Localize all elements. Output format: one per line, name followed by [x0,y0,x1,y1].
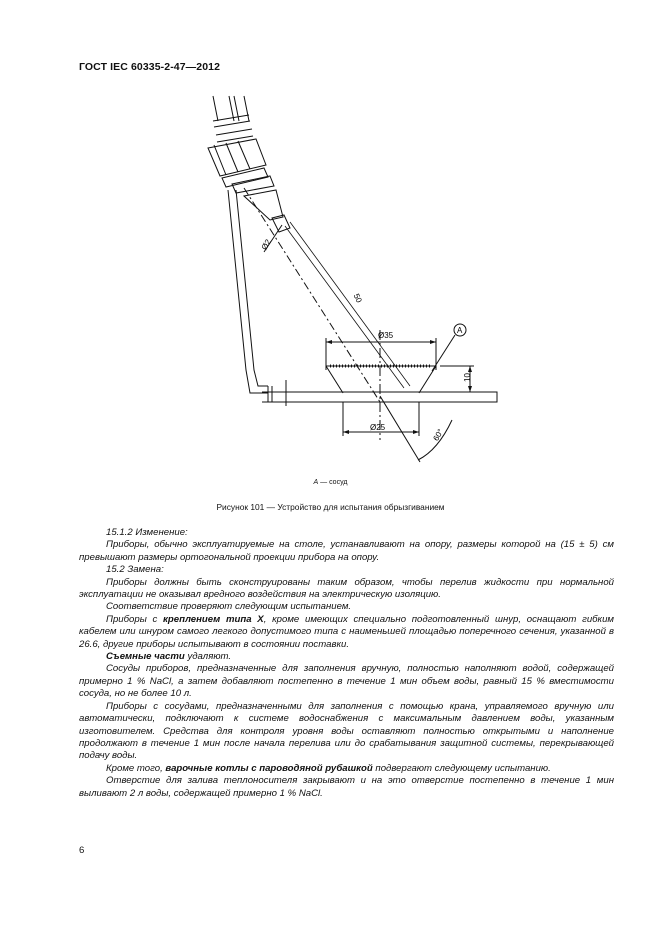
dim-diameter-35: Ø35 [378,331,394,340]
paragraph: Сосуды приборов, предназначенные для заполнения вручную, полностью наполняют водой, содержащей примерно 1 % NaCl, а затем добавляют постепенно в течение 1 мин объем воды, равный 15 % вместимости сосуда, но не более 10 л. [79,663,614,700]
dim-diameter-25: Ø25 [370,423,386,432]
term-jacketed-boilers: варочные котлы с пароводяной рубашкой [165,762,373,774]
legend-text: — сосуд [318,479,348,486]
text-run: Приборы с [106,613,164,625]
dim-angle-60: 60° [431,427,446,443]
paragraph: Приборы, обычно эксплуатируемые на столе, устанавливают на опору, размеры которой на (15 ± 5) см превышают размеры ортогональной проекции прибора на опору. [79,539,614,563]
dim-length-50: 50 [351,292,364,305]
paragraph: Приборы должны быть сконструированы таким образом, чтобы перелив жидкости при нормальной эксплуатации не оказывал вредного воздействия на электрическую изоляцию. [79,576,614,601]
body-text [79,527,614,800]
paragraph [79,614,614,651]
figure-label-a: A [457,326,463,335]
document-header: ГОСТ IEC 60335-2-47—2012 [79,61,221,73]
figure-legend [0,479,661,486]
legend-letter: A [313,479,319,486]
dim-diameter-2: Ø2 [259,237,273,252]
paragraph [79,763,614,775]
term-x-attachment: креплением типа X [163,613,264,625]
term-detachable-parts: Съемные части [106,651,185,663]
paragraph: 15.1.2 Изменение: [106,527,188,538]
paragraph: Отверстие для залива теплоносителя закрывают и на это отверстие постепенно в течение 1 мин выливают 2 л воды, содержащей примерно 1 % NaCl. [79,775,614,799]
text-run: , кроме имеющих специально подготовленный шнур, оснащают гибким кабелем или шнуром самого легкого допустимого типа с наименьшей площадью поперечного сечения, указанной в 26.6, другие приборы испытывают в состоянии поставки. [79,613,614,650]
paragraph: Соответствие проверяют следующим испытанием. [106,601,352,613]
page-number: 6 [79,845,85,856]
paragraph: 15.2 Замена: [106,564,164,576]
text-run: Кроме того, [106,762,166,774]
dim-height-10: 10 [463,373,472,382]
spray-test-figure [180,88,520,483]
paragraph: Приборы с сосудами, предназначенными для заполнения с помощью крана, управляемого вручную или автоматически, подключают к системе водоснабжения с максимальным давлением воды, указанным изготовителем. Средства для контроля уровня воды оставляют полностью открытыми и наполнение продолжают в течение 1 мин после начала перелива или до срабатывания защитной системы, перекрывающей подачу воды. [79,700,614,762]
text-run: удаляют. [184,651,232,663]
text-run: подвергают следующему испытанию. [372,762,551,774]
paragraph [79,651,614,663]
figure-caption: Рисунок 101 — Устройство для испытания обрызгиванием [216,502,445,512]
